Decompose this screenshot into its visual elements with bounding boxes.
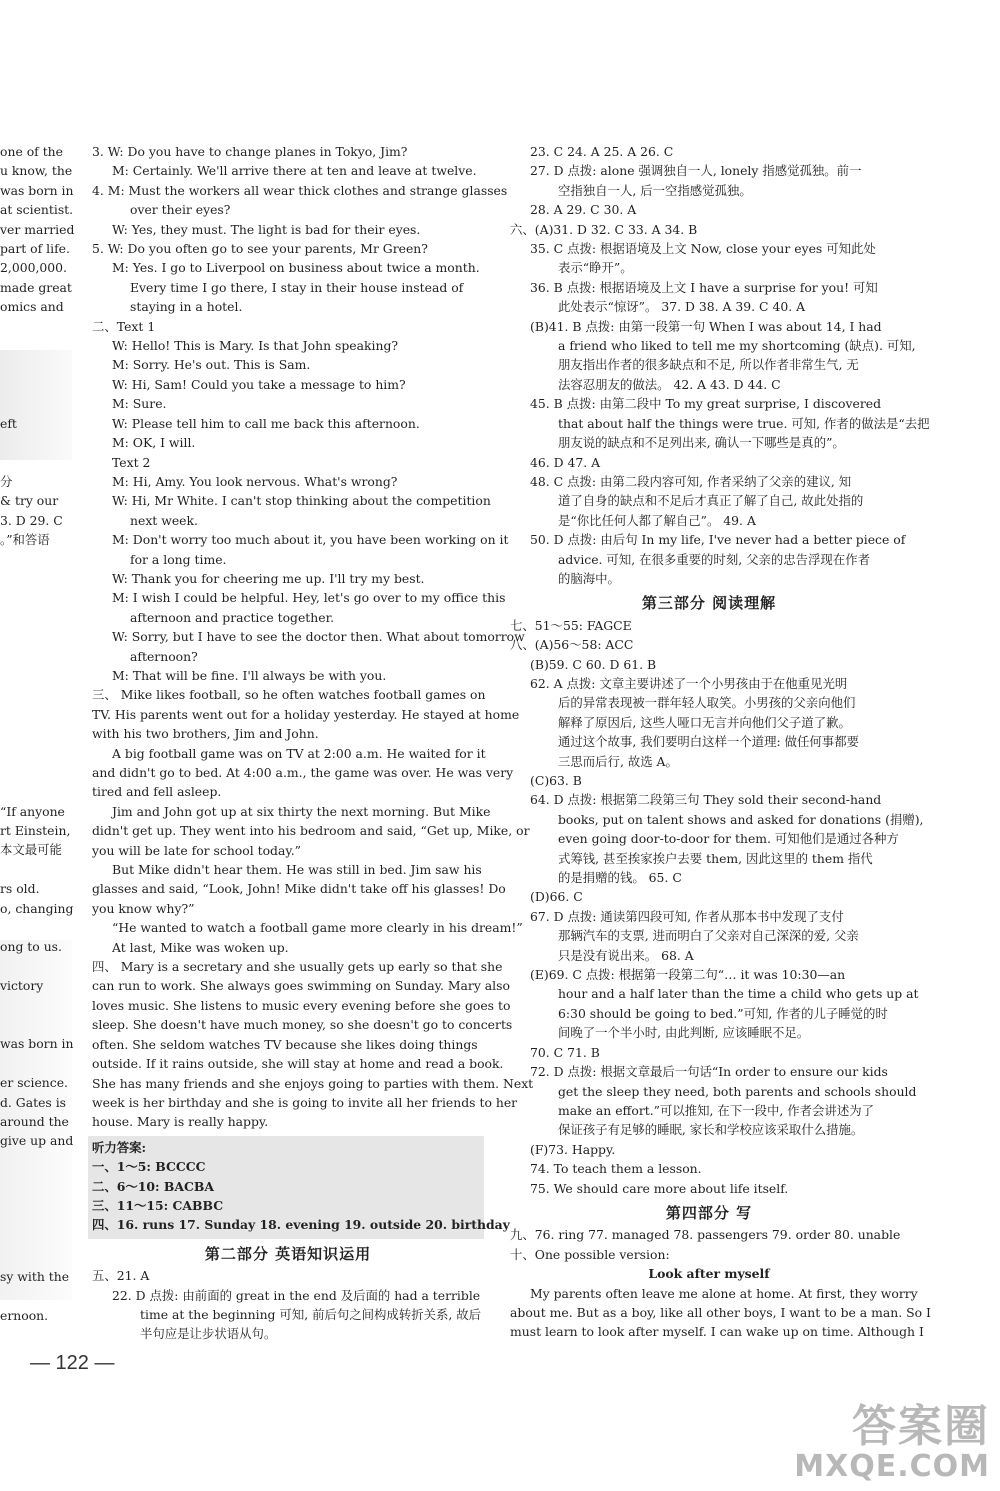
answer-line: 表示“睁开”。 xyxy=(558,260,633,276)
text-line: 4. M: Must the workers all wear thick clothes and strange glasses xyxy=(92,182,508,198)
text-line: often. She seldom watches TV because she likes doing things xyxy=(92,1036,478,1052)
answer-line: that about half the things were true. 可知, 作者的做法是“去把 xyxy=(558,415,930,431)
text-line: 四、 Mary is a secretary and she usually gets up early so that she xyxy=(92,959,503,975)
answer-line: 48. C 点拨: 由第二段内容可知, 作者采纳了父亲的建议, 知 xyxy=(530,473,852,489)
answer-line: hour and a half later than the time a child who gets up at xyxy=(558,986,919,1002)
answer-line: 36. B 点拨: 根据语境及上文 I have a surprise for you! 可知 xyxy=(530,279,878,295)
cut-line: 本文最可能 xyxy=(0,842,62,858)
cut-line xyxy=(0,724,66,743)
answer-line: get the sleep they need, both parents and schools should xyxy=(558,1083,917,1099)
answer-line: 45. B 点拨: 由第二段中 To my great surprise, I discovered xyxy=(530,396,882,412)
text-line: M: Hi, Amy. You look nervous. What's wrong? xyxy=(112,473,398,489)
answer-line: 三思而后行, 故选 A。 xyxy=(558,753,678,769)
text-line: W: Please tell him to call me back this afternoon. xyxy=(112,415,420,431)
cut-line xyxy=(0,957,66,976)
text-line: 二、Text 1 xyxy=(92,318,156,334)
answer-line: 是“你比任何人都了解自己”。 49. A xyxy=(558,512,756,528)
answer-box-title: 听力答案: xyxy=(92,1139,147,1155)
answer-line: 67. D 点拨: 通读第四段可知, 作者从那本书中发现了支付 xyxy=(530,908,844,924)
text-line: But Mike didn't hear them. He was still in bed. Jim saw his xyxy=(112,862,482,878)
answer-line: 此处表示“惊讶”。 37. D 38. A 39. C 40. A xyxy=(558,299,806,315)
answer-line: 35. C 点拨: 根据语境及上文 Now, close your eyes 可知此处 xyxy=(530,241,876,257)
cut-line xyxy=(0,646,66,665)
answer-line: 式筹钱, 甚至挨家挨户去要 them, 因此这里的 them 指代 xyxy=(558,850,873,866)
right-column xyxy=(510,142,931,1342)
text-line: glasses and said, “Look, John! Mike didn't take off his glasses! Do xyxy=(92,881,506,897)
answer-key-line: 三、11～15: CABBC xyxy=(92,1197,224,1213)
cut-line: & try our xyxy=(0,493,59,509)
cut-line: er science. xyxy=(0,1075,68,1091)
cut-line: o, changing xyxy=(0,900,74,916)
answer-key-line: 二、6～10: BACBA xyxy=(92,1178,214,1194)
answer-line: 的是捐赠的钱。 65. C xyxy=(558,870,682,886)
answer-line: 70. C 71. B xyxy=(530,1044,600,1060)
cut-line xyxy=(0,782,66,801)
cut-line: victory xyxy=(0,978,44,994)
text-line: M: Don't worry too much about it, you have been working on it xyxy=(112,532,509,548)
answer-line: 法容忍朋友的做法。 42. A 43. D 44. C xyxy=(558,376,781,392)
cut-line: sy with the xyxy=(0,1269,70,1285)
answer-line: 74. To teach them a lesson. xyxy=(530,1161,702,1177)
cut-line xyxy=(0,996,66,1015)
listening-script xyxy=(92,142,534,1132)
answer-line: 46. D 47. A xyxy=(530,454,601,470)
cut-line: u know, the xyxy=(0,163,73,179)
answer-line: advice. 可知, 在很多重要的时刻, 父亲的忠告浮现在作者 xyxy=(558,551,870,567)
watermark-main: 答案圈 xyxy=(852,1401,990,1452)
answer-line: 62. A 点拨: 文章主要讲述了一个小男孩由于在他重见光明 xyxy=(530,675,848,691)
cut-line xyxy=(0,336,66,355)
cut-line xyxy=(0,375,66,394)
part4-answers xyxy=(510,1225,908,1264)
part2-answers xyxy=(92,1266,484,1344)
essay-line: must learn to look after myself. I can wake up on time. Although I xyxy=(510,1324,924,1340)
cut-line: made great xyxy=(0,279,72,295)
watermark-logo xyxy=(794,1403,990,1483)
section-title-part3: 第三部分 阅读理解 xyxy=(641,594,777,613)
text-line: next week. xyxy=(130,512,198,528)
cut-line: ernoon. xyxy=(0,1307,49,1323)
part2-answers-cont xyxy=(510,142,930,588)
answer-line: 五、21. A xyxy=(92,1268,150,1284)
cut-line: ong to us. xyxy=(0,939,62,955)
cut-line: “If anyone xyxy=(0,803,65,819)
answer-line: (D)66. C xyxy=(530,889,583,905)
answer-line: 通过这个故事, 我们要明白这样一个道理: 做任何事都要 xyxy=(558,734,859,750)
answer-line: (C)63. B xyxy=(530,773,582,788)
answer-line: 23. C 24. A 25. A 26. C xyxy=(530,144,674,159)
left-cut-column xyxy=(0,142,75,1325)
text-line: Text 2 xyxy=(112,454,151,470)
cut-line xyxy=(0,608,66,627)
answer-line: 半句应是让步状语从句。 xyxy=(140,1326,277,1342)
section-title-part2: 第二部分 英语知识运用 xyxy=(204,1244,372,1263)
text-line: house. Mary is really happy. xyxy=(92,1114,269,1130)
text-line: “He wanted to watch a football game more clearly in his dream!” xyxy=(112,920,523,936)
cut-line xyxy=(0,743,66,762)
cut-line: was born in xyxy=(0,182,74,198)
text-line: and didn't go to bed. At 4:00 a.m., the game was over. He was very xyxy=(92,765,514,780)
text-line: can run to work. She always goes swimming on Sunday. Mary also xyxy=(92,978,510,994)
cut-line xyxy=(0,1248,66,1267)
cut-line: 。”和答语 xyxy=(0,532,50,548)
essay-body xyxy=(510,1284,931,1342)
answer-box-lines xyxy=(92,1157,510,1235)
cut-line: 2,000,000. xyxy=(0,260,67,276)
text-line: you will be late for school today.” xyxy=(92,842,302,858)
text-line: M: Certainly. We'll arrive there at ten and leave at twelve. xyxy=(112,163,477,179)
answer-line: 朋友说的缺点和不足列出来, 确认一下哪些是真的”。 xyxy=(558,435,845,451)
text-line: afternoon? xyxy=(130,648,198,664)
answer-line: 75. We should care more about life itself. xyxy=(530,1180,789,1196)
cut-line: omics and xyxy=(0,299,64,315)
answer-line: 七、51～55: FAGCE xyxy=(510,617,632,633)
part3-answers xyxy=(510,616,924,1198)
answer-line: 八、(A)56～58: ACC xyxy=(510,637,634,653)
text-line: M: Sorry. He's out. This is Sam. xyxy=(112,357,311,373)
answer-line: 十、One possible version: xyxy=(510,1246,670,1262)
text-line: loves music. She listens to music every evening before she goes to xyxy=(92,997,511,1013)
answer-line: 道了自身的缺点和不足后才真正了解了自己, 故此处指的 xyxy=(558,493,864,509)
text-line: M: OK, I will. xyxy=(112,435,196,451)
text-line: M: I wish I could be helpful. Hey, let's go over to my office this xyxy=(112,590,506,606)
cut-line: give up and xyxy=(0,1133,74,1149)
cut-line xyxy=(0,1015,66,1034)
answer-line: 空指独自一人, 后一空指感觉孤独。 xyxy=(558,182,752,198)
text-line: W: Sorry, but I have to see the doctor then. What about tomorrow xyxy=(112,629,525,645)
answer-line: (E)69. C 点拨: 根据第一段第二句“… it was 10:30—an xyxy=(530,967,846,983)
answer-key-line: 一、1～5: BCCCC xyxy=(92,1159,206,1175)
cut-line xyxy=(0,918,66,937)
text-line: staying in a hotel. xyxy=(130,299,243,315)
cut-line xyxy=(0,569,66,588)
cut-line xyxy=(0,666,66,685)
cut-line xyxy=(0,317,66,336)
cut-line xyxy=(0,860,66,879)
cut-line xyxy=(0,1170,66,1189)
cut-line: eft xyxy=(0,415,17,431)
answer-line: 50. D 点拨: 由后句 In my life, I've never had a better piece of xyxy=(530,532,906,548)
cut-line: rs old. xyxy=(0,881,40,897)
text-line: W: Yes, they must. The light is bad for their eyes. xyxy=(112,221,421,237)
essay-line: about me. But as a boy, like all other boys, I want to be a man. So I xyxy=(510,1304,931,1320)
cut-line: d. Gates is xyxy=(0,1094,67,1110)
answer-line: 解释了原因后, 这些人哑口无言并向他们父子道了歉。 xyxy=(558,714,851,730)
page-number: — 122 — xyxy=(30,1352,115,1374)
text-line: tired and fell asleep. xyxy=(92,784,222,800)
answer-line: books, put on talent shows and asked for donations (捐赠), xyxy=(558,811,924,827)
text-line: Every time I go there, I stay in their house instead of xyxy=(130,279,464,295)
text-line: W: Hello! This is Mary. Is that John speaking? xyxy=(112,338,399,354)
text-line: She has many friends and she enjoys going to parties with them. Next xyxy=(92,1075,534,1091)
text-line: with his two brothers, Jim and John. xyxy=(92,726,319,742)
cut-line xyxy=(0,452,66,471)
answer-line: 28. A 29. C 30. A xyxy=(530,202,637,218)
text-line: Jim and John got up at six thirty the next morning. But Mike xyxy=(112,803,491,819)
text-line: W: Hi, Mr White. I can't stop thinking about the competition xyxy=(112,493,491,509)
answer-line: 间晚了一个半小时, 由此判断, 应该睡眠不足。 xyxy=(558,1025,810,1041)
cut-line: around the xyxy=(0,1113,69,1129)
cut-line: 3. D 29. C xyxy=(0,512,63,528)
text-line: W: Thank you for cheering me up. I'll try my best. xyxy=(112,570,425,586)
text-line: 三、 Mike likes football, so he often watches football games on xyxy=(92,687,486,703)
answer-line: (F)73. Happy. xyxy=(530,1141,616,1157)
answer-line: 72. D 点拨: 根据文章最后一句话“In order to ensure our kids xyxy=(530,1064,888,1080)
answer-line: (B)41. B 点拨: 由第一段第一句 When I was about 14, I had xyxy=(530,318,882,334)
text-line: A big football game was on TV at 2:00 a.m. He waited for it xyxy=(112,745,486,761)
cut-line xyxy=(0,705,66,724)
section-title-part4: 第四部分 写 xyxy=(665,1203,753,1222)
essay-line: My parents often leave me alone at home. At first, they worry xyxy=(530,1285,918,1301)
cut-line xyxy=(0,394,66,413)
cut-line xyxy=(0,1054,66,1073)
cut-line xyxy=(0,763,66,782)
essay-title: Look after myself xyxy=(648,1266,770,1282)
answer-line: 九、76. ring 77. managed 78. passengers 79. order 80. unable xyxy=(510,1227,901,1243)
cut-line xyxy=(0,355,66,374)
text-line: TV. His parents went out for a holiday yesterday. He stayed at home xyxy=(92,706,520,722)
cut-line xyxy=(0,549,66,568)
answer-line: 朋友指出作者的很多缺点和不足, 所以作者非常生气, 无 xyxy=(558,357,859,373)
listening-answer-box xyxy=(88,1136,510,1239)
text-line: 3. W: Do you have to change planes in Tokyo, Jim? xyxy=(92,144,408,159)
answer-line: 六、(A)31. D 32. C 33. A 34. B xyxy=(510,221,698,237)
cut-line xyxy=(0,1286,66,1305)
text-line: over their eyes? xyxy=(130,202,231,218)
middle-column xyxy=(92,142,534,1344)
text-line: W: Hi, Sam! Could you take a message to him? xyxy=(112,376,406,392)
answer-line: 后的异常表现被一群年轻人取笑。小男孩的父亲向他们 xyxy=(558,695,856,711)
cut-line: was born in xyxy=(0,1036,74,1052)
text-line: didn't get up. They went into his bedroom and said, “Get up, Mike, or xyxy=(92,823,530,839)
text-line: M: Yes. I go to Liverpool on business about twice a month. xyxy=(112,260,480,276)
answer-line: 只是没有说出来。 68. A xyxy=(558,947,694,963)
answer-line: 保证孩子有足够的睡眠, 家长和学校应该采取什么措施。 xyxy=(558,1122,864,1138)
text-line: 5. W: Do you often go to see your parents, Mr Green? xyxy=(92,241,428,257)
text-line: week is her birthday and she is going to invite all her friends to her xyxy=(92,1094,518,1110)
cut-line: one of the xyxy=(0,144,63,159)
answer-line: 的脑海中。 xyxy=(558,570,620,586)
cut-line: ver married xyxy=(0,221,75,237)
text-line: sleep. She doesn't have much money, so she doesn't go to concerts xyxy=(92,1017,513,1033)
cut-line: rt Einstein, xyxy=(0,822,71,838)
answer-line: 6:30 should be going to bed.”可知, 作者的儿子睡觉的时 xyxy=(558,1005,888,1021)
answer-line: 22. D 点拨: 由前面的 great in the end 及后面的 had a terrible xyxy=(112,1287,481,1303)
answer-line: a friend who liked to tell me my shortcoming (缺点). 可知, xyxy=(558,338,916,354)
text-line: At last, Mike was woken up. xyxy=(112,939,289,955)
cut-line xyxy=(0,685,66,704)
watermark-sub: MXQE.COM xyxy=(794,1449,990,1484)
answer-line: 27. D 点拨: alone 强调独自一人, lonely 指感觉孤独。前一 xyxy=(530,163,862,179)
cut-line: at scientist. xyxy=(0,202,74,218)
text-line: outside. If it rains outside, she will stay at home and read a book. xyxy=(92,1056,504,1072)
cut-line xyxy=(0,627,66,646)
answer-line: make an effort.”可以推知, 在下一段中, 作者会讲述为了 xyxy=(558,1102,874,1118)
cut-line xyxy=(0,1190,66,1209)
cut-line xyxy=(0,588,66,607)
cut-line xyxy=(0,433,66,452)
answer-line: (B)59. C 60. D 61. B xyxy=(530,656,657,672)
cut-line xyxy=(0,1228,66,1247)
cut-line: part of life. xyxy=(0,241,70,257)
answer-key-line: 四、16. runs 17. Sunday 18. evening 19. outside 20. birthday xyxy=(92,1217,510,1233)
answer-line: 那辆汽车的支票, 进而明白了父亲对自己深深的爱, 父亲 xyxy=(558,928,859,944)
answer-line: 64. D 点拨: 根据第二段第三句 They sold their second-hand xyxy=(530,792,882,808)
cut-line xyxy=(0,1209,66,1228)
text-line: M: That will be fine. I'll always be with you. xyxy=(112,667,387,683)
answer-line: time at the beginning 可知, 前后句之间构成转折关系, 故后 xyxy=(140,1306,482,1322)
text-line: for a long time. xyxy=(130,551,227,567)
answer-line: even going door-to-door for them. 可知他们是通过各种方 xyxy=(558,831,899,847)
text-line: M: Sure. xyxy=(112,396,167,412)
text-line: you know why?” xyxy=(92,900,195,916)
cut-line: 分 xyxy=(0,473,13,489)
text-line: afternoon and practice together. xyxy=(130,609,335,625)
cut-line xyxy=(0,1151,66,1170)
